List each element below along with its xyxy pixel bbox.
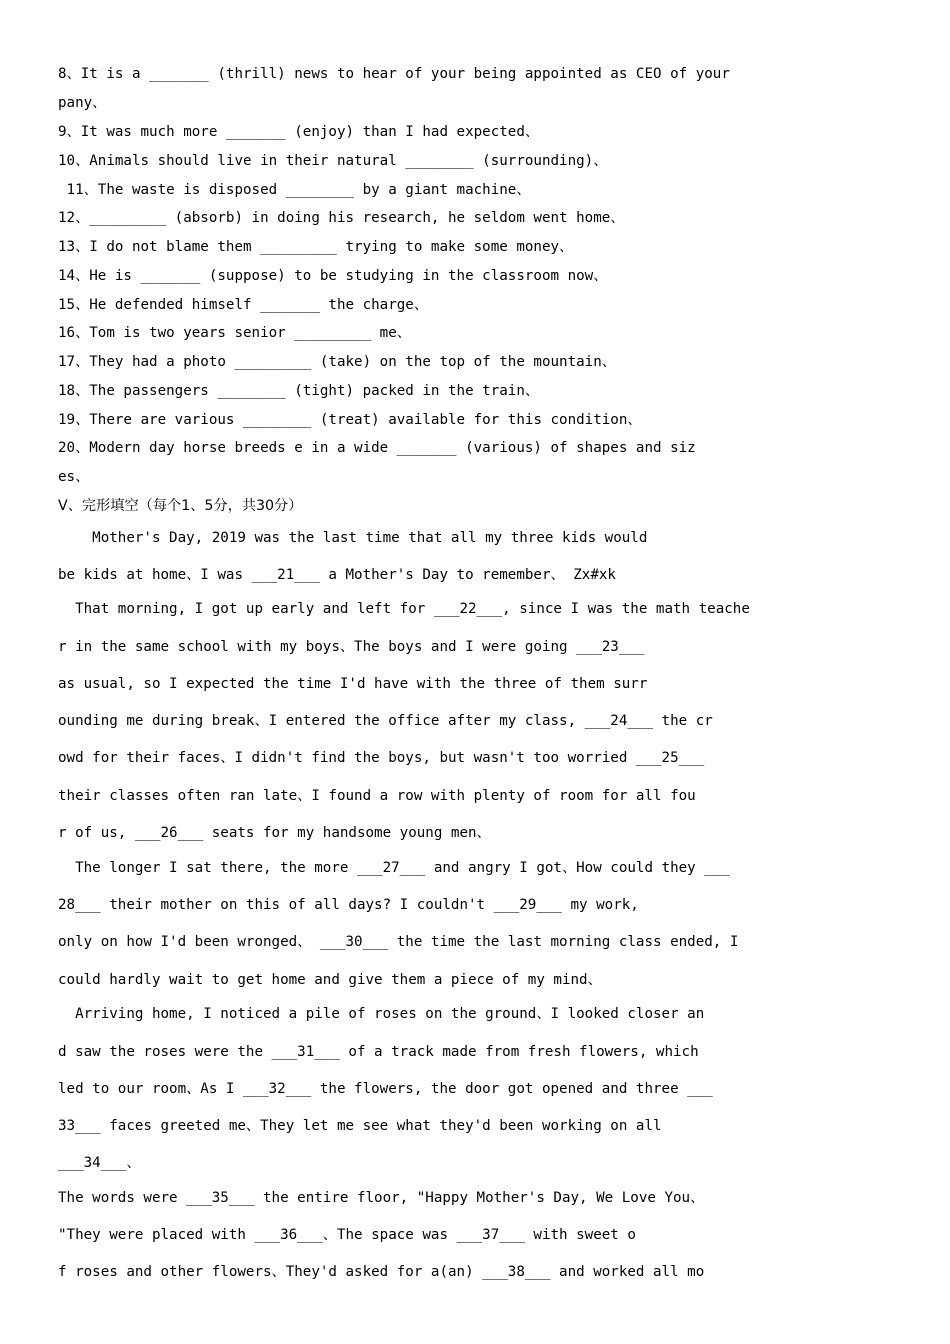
- passage-line-5: as usual, so I expected the time I'd have with the three of them surr: [58, 676, 648, 692]
- passage-line-3: That morning, I got up early and left for ___22___, since I was the math teache: [58, 601, 750, 617]
- question-8: 8、It is a _______ (thrill) news to hear of your being appointed as CEO of your: [58, 66, 730, 82]
- passage-line-1: Mother's Day, 2019 was the last time that all my three kids would: [58, 530, 648, 546]
- question-11: 11、The waste is disposed ________ by a giant machine、: [58, 182, 531, 198]
- passage-line-4: r in the same school with my boys、The boys and I were going ___23___: [58, 639, 645, 655]
- passage-line-17: 33___ faces greeted me、They let me see what they'd been working on all: [58, 1118, 662, 1134]
- passage-line-18: ___34___、: [58, 1155, 141, 1171]
- passage-line-7: owd for their faces、I didn't find the boys, but wasn't too worried ___25___: [58, 750, 705, 766]
- passage-line-9: r of us, ___26___ seats for my handsome young men、: [58, 825, 491, 841]
- question-17: 17、They had a photo _________ (take) on the top of the mountain、: [58, 354, 616, 370]
- passage-line-8: their classes often ran late、I found a row with plenty of room for all fou: [58, 788, 696, 804]
- passage-line-15: d saw the roses were the ___31___ of a track made from fresh flowers, which: [58, 1044, 699, 1060]
- question-20-cont: es、: [58, 469, 90, 485]
- passage-line-10: The longer I sat there, the more ___27___ and angry I got、How could they ___: [58, 860, 730, 876]
- passage-line-21: f roses and other flowers、They'd asked for a(an) ___38___ and worked all mo: [58, 1264, 705, 1280]
- question-16: 16、Tom is two years senior _________ me、: [58, 325, 411, 341]
- question-20: 20、Modern day horse breeds e in a wide _______ (various) of shapes and siz: [58, 440, 696, 456]
- question-13: 13、I do not blame them _________ trying to make some money、: [58, 239, 574, 255]
- passage-line-12: only on how I'd been wronged、 ___30___ the time the last morning class ended, I: [58, 934, 739, 950]
- question-15: 15、He defended himself _______ the charge、: [58, 297, 429, 313]
- passage-line-6: ounding me during break、I entered the office after my class, ___24___ the cr: [58, 713, 713, 729]
- passage-line-11: 28___ their mother on this of all days? I couldn't ___29___ my work,: [58, 897, 639, 913]
- passage-line-14: Arriving home, I noticed a pile of roses on the ground、I looked closer an: [58, 1006, 705, 1022]
- question-10: 10、Animals should live in their natural ________ (surrounding)、: [58, 153, 608, 169]
- passage-line-13: could hardly wait to get home and give them a piece of my mind、: [58, 972, 602, 988]
- passage-line-2: be kids at home、I was ___21___ a Mother's Day to remember、 Zx#xk: [58, 567, 616, 583]
- passage-line-16: led to our room、As I ___32___ the flowers, the door got opened and three ___: [58, 1081, 713, 1097]
- question-12: 12、_________ (absorb) in doing his research, he seldom went home、: [58, 210, 625, 226]
- passage-line-20: "They were placed with ___36___、The space was ___37___ with sweet o: [58, 1227, 636, 1243]
- question-9: 9、It was much more _______ (enjoy) than I had expected、: [58, 124, 540, 140]
- question-19: 19、There are various ________ (treat) available for this condition、: [58, 412, 642, 428]
- question-14: 14、He is _______ (suppose) to be studying in the classroom now、: [58, 268, 608, 284]
- question-8-cont: pany、: [58, 95, 107, 111]
- passage-line-19: The words were ___35___ the entire floor, "Happy Mother's Day, We Love You、: [58, 1190, 705, 1206]
- section-heading-cloze: V、完形填空（每个1、5分，共30分）: [58, 498, 303, 514]
- question-18: 18、The passengers ________ (tight) packed in the train、: [58, 383, 540, 399]
